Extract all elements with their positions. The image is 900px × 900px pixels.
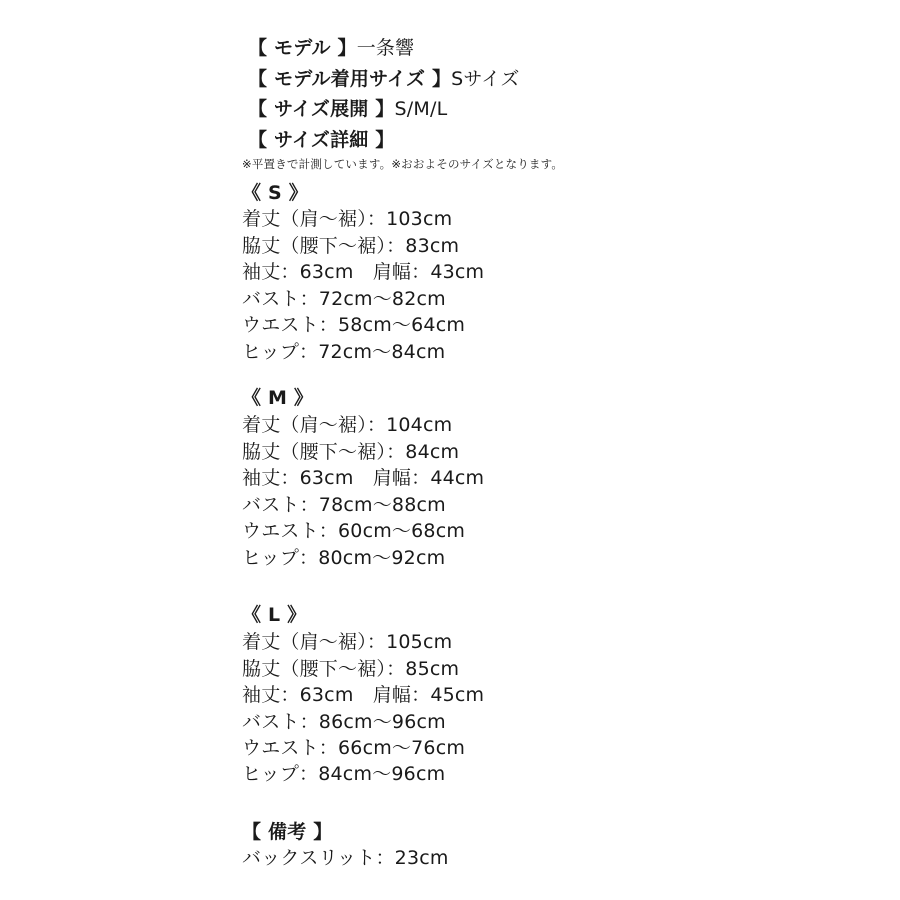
size-l-bust: バスト：86cm〜96cm xyxy=(242,711,446,733)
remarks-back-slit: バックスリット：23cm xyxy=(242,847,449,869)
size-title-s: 《 S 》 xyxy=(242,182,308,204)
size-title-l: 《 L 》 xyxy=(242,604,307,626)
size-l-sleeve-shoulder: 袖丈：63cm 肩幅：45cm xyxy=(242,684,485,706)
size-m-bust: バスト：78cm〜88cm xyxy=(242,494,446,516)
size-m-sleeve-shoulder: 袖丈：63cm 肩幅：44cm xyxy=(242,467,485,489)
measurement-note: ※平置きで計測しています。※おおよそのサイズとなります。 xyxy=(242,157,564,171)
size-s-side-length: 脇丈（腰下〜裾）：83cm xyxy=(242,235,460,257)
size-s-bust: バスト：72cm〜82cm xyxy=(242,288,446,310)
remarks-label: 【 備考 】 xyxy=(242,821,333,843)
size-m-side-length: 脇丈（腰下〜裾）：84cm xyxy=(242,441,460,463)
model-row xyxy=(248,36,414,60)
model-value: 一条響 xyxy=(356,37,415,59)
model-size-row xyxy=(248,67,520,91)
size-range-label: 【 サイズ展開 】 xyxy=(248,98,395,120)
size-m-hip: ヒップ：80cm〜92cm xyxy=(242,547,446,569)
model-label: 【 モデル 】 xyxy=(248,37,357,59)
size-s-hip: ヒップ：72cm〜84cm xyxy=(242,341,446,363)
model-size-label: 【 モデル着用サイズ 】 xyxy=(248,68,452,90)
size-l-length: 着丈（肩〜裾）：105cm xyxy=(242,631,453,653)
size-range-row xyxy=(248,97,447,121)
size-s-sleeve-shoulder: 袖丈：63cm 肩幅：43cm xyxy=(242,261,485,283)
size-detail-label: 【 サイズ詳細 】 xyxy=(248,129,395,151)
model-size-value: Sサイズ xyxy=(451,68,520,90)
size-title-m: 《 M 》 xyxy=(242,387,314,409)
size-l-side-length: 脇丈（腰下〜裾）：85cm xyxy=(242,658,460,680)
size-m-waist: ウエスト：60cm〜68cm xyxy=(242,520,466,542)
size-l-hip: ヒップ：84cm〜96cm xyxy=(242,763,446,785)
size-s-length: 着丈（肩〜裾）：103cm xyxy=(242,208,453,230)
size-l-waist: ウエスト：66cm〜76cm xyxy=(242,737,466,759)
size-s-waist: ウエスト：58cm〜64cm xyxy=(242,314,466,336)
size-range-value: S/M/L xyxy=(394,98,448,120)
size-m-length: 着丈（肩〜裾）：104cm xyxy=(242,414,453,436)
